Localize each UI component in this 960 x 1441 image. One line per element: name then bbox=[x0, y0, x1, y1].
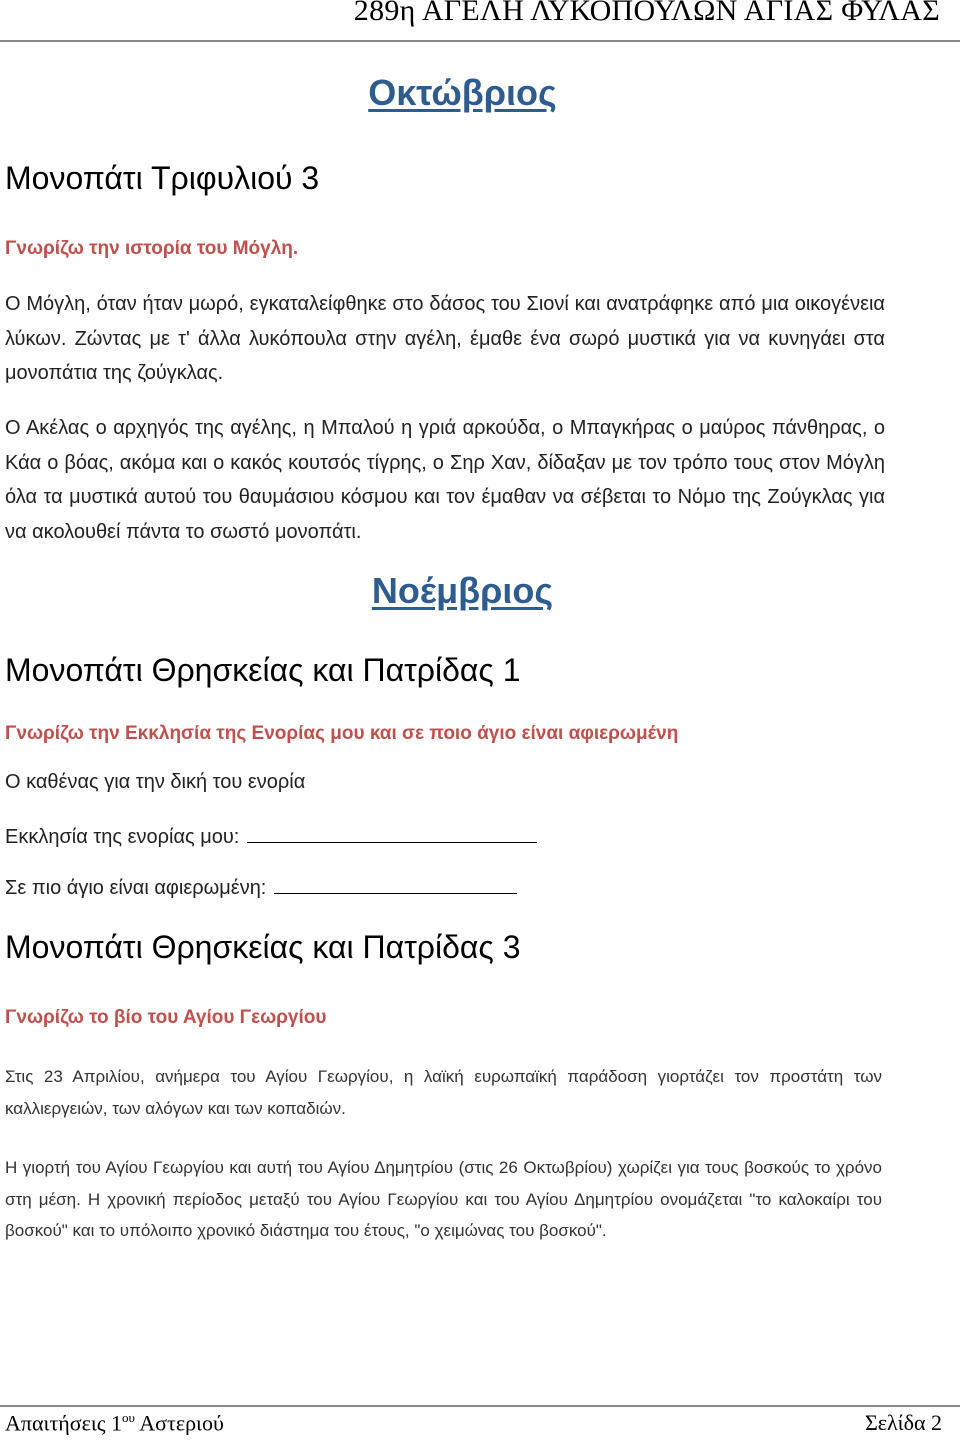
footer-left bbox=[5, 1410, 224, 1436]
saint-field-label: Σε πιο άγιο είναι αφιερωμένη: bbox=[5, 877, 267, 899]
paragraph-mowgli-1: Ο Μόγλη, όταν ήταν μωρό, εγκαταλείφθηκε στο δάσος του Σιονί και ανατράφηκε από μια οικογένεια λύκων. Ζώντας με τ' άλλα λυκόπουλα στην αγέλη, έμαθε ένα σωρό μυστικά για να κυνηγάει στα μονοπάτια της ζούγκλας. bbox=[5, 293, 885, 384]
saint-fill-line[interactable] bbox=[274, 875, 517, 894]
footer-left-prefix: Απαιτήσεις 1 bbox=[5, 1410, 123, 1436]
church-field-row bbox=[5, 824, 537, 849]
paragraph-saint-george-1: Στις 23 Απριλίου, ανήμερα του Αγίου Γεωργίου, η λαϊκή ευρωπαϊκή παράδοση γιορτάζει τον προστάτη των καλλιεργειών, των αλόγων και των κοπαδιών. bbox=[5, 1067, 882, 1118]
month-heading-october: Οκτώβριος bbox=[368, 72, 557, 113]
footer-left-sup: ου bbox=[122, 1410, 135, 1425]
church-fill-line[interactable] bbox=[247, 824, 537, 843]
section-subtitle-mowgli: Γνωρίζω την ιστορία του Μόγλη. bbox=[5, 238, 299, 259]
saint-field-row bbox=[5, 875, 517, 900]
section-title-religion-3: Μονοπάτι Θρησκείας και Πατρίδας 3 bbox=[5, 929, 521, 965]
header-divider bbox=[0, 40, 960, 42]
section-title-religion-1: Μονοπάτι Θρησκείας και Πατρίδας 1 bbox=[5, 652, 521, 688]
footer-left-suffix: Αστεριού bbox=[134, 1410, 224, 1436]
paragraph-saint-george-2: Η γιορτή του Αγίου Γεωργίου και αυτή του Αγίου Δημητρίου (στις 26 Οκτωβρίου) χωρίζει για τους βοσκούς το χρόνο στη μέση. Η χρονική περίοδος μεταξύ του Αγίου Γεωργίου και του Αγίου Δημητρίου ονομάζεται "το καλοκαίρι του βοσκού" και το υπόλοιπο χρονικό διάστημα του έτους, "ο χειμώνας του βοσκού". bbox=[5, 1158, 882, 1240]
header-title: 289η ΑΓΕΛΗ ΛΥΚΟΠΟΥΛΩΝ ΑΓΙΑΣ ΦΥΛΑΣ bbox=[353, 0, 940, 27]
parish-note: Ο καθένας για την δική του ενορία bbox=[5, 771, 306, 793]
section-subtitle-parish: Γνωρίζω την Εκκλησία της Ενορίας μου και σε ποιο άγιο είναι αφιερωμένη bbox=[5, 723, 679, 744]
footer-divider bbox=[0, 1405, 960, 1407]
paragraph-mowgli-2: Ο Ακέλας ο αρχηγός της αγέλης, η Μπαλού η γριά αρκούδα, ο Μπαγκήρας ο μαύρος πάνθηρας, ο Κάα ο βόας, ακόμα και ο κακός κουτσός τίγρης, ο Σηρ Χαν, δίδαξαν με τον τρόπο τους στον Μόγλη όλα τα μυστικά αυτού του θαυμάσιου κόσμου και τον έμαθαν να σέβεται το Νόμο της Ζούγκλας για να ακολουθεί πάντα το σωστό μονοπάτι. bbox=[5, 417, 885, 543]
section-subtitle-saint-george: Γνωρίζω το βίο του Αγίου Γεωργίου bbox=[5, 1007, 327, 1028]
month-heading-november: Νοέμβριος bbox=[371, 570, 554, 611]
footer-page-number: Σελίδα 2 bbox=[864, 1410, 942, 1435]
church-field-label: Εκκλησία της ενορίας μου: bbox=[5, 826, 240, 848]
section-title-trifylliou: Μονοπάτι Τριφυλιού 3 bbox=[5, 160, 320, 196]
